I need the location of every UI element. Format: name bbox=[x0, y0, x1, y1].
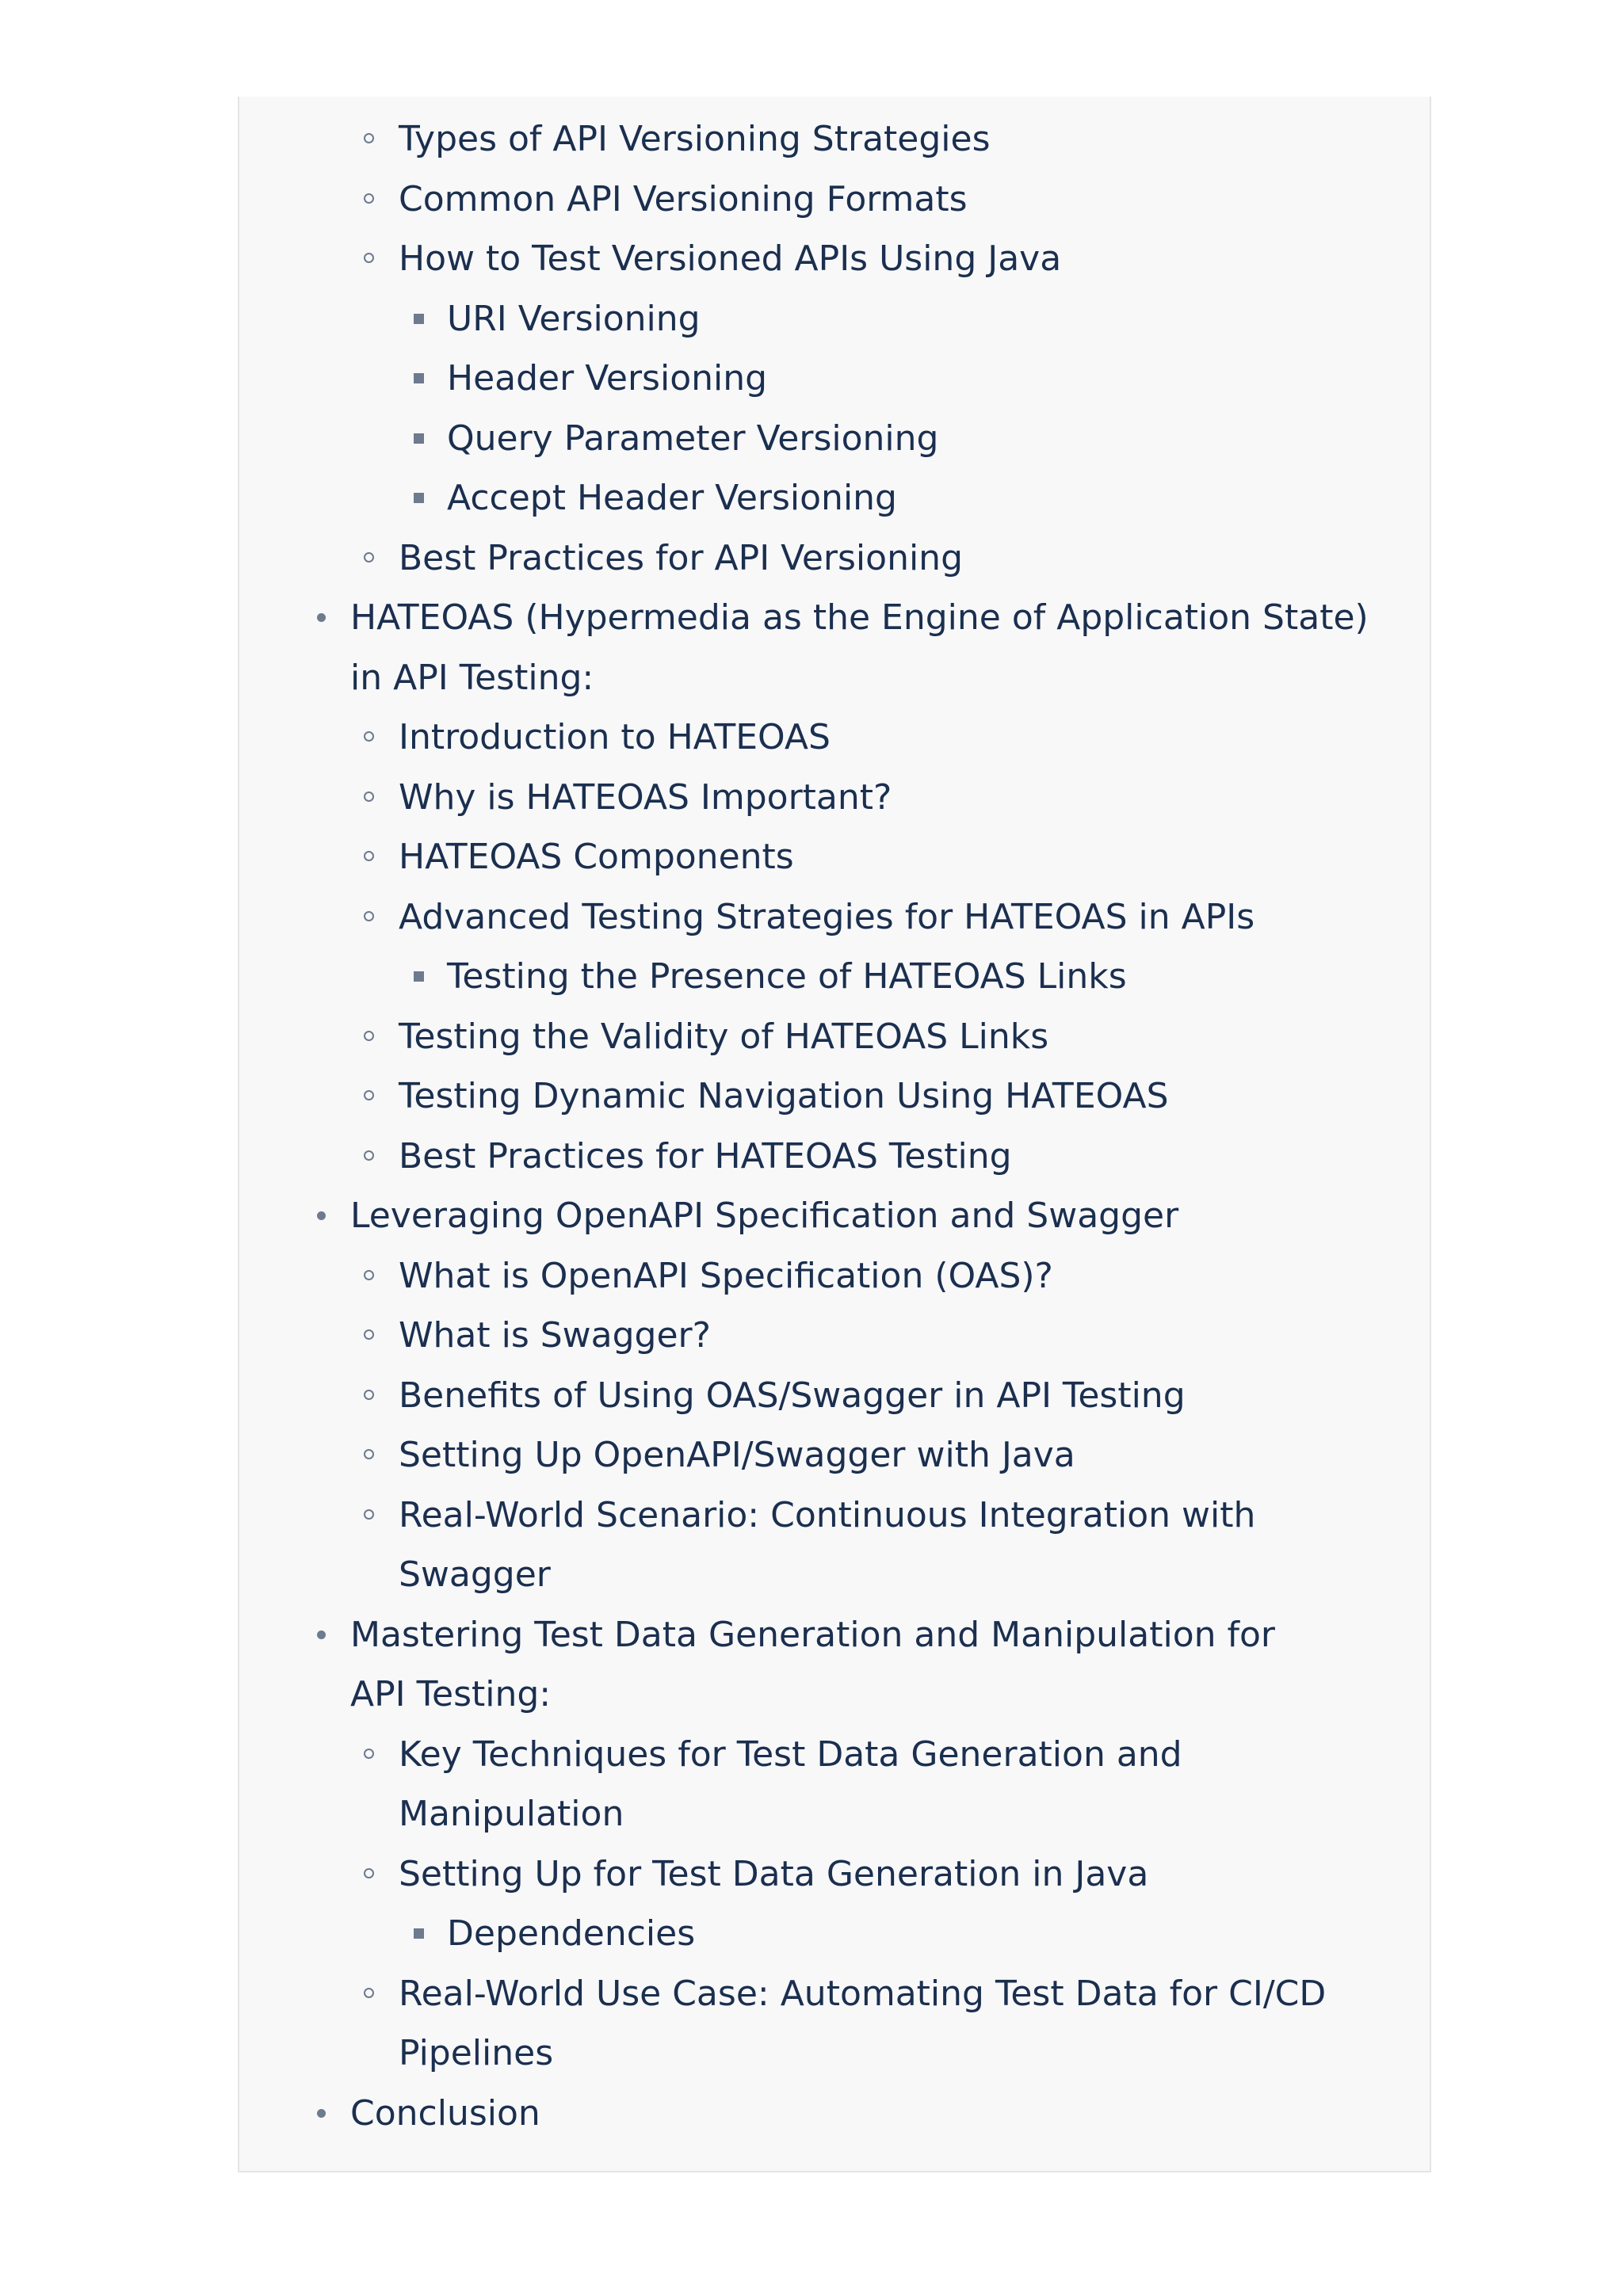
toc-item bbox=[350, 1904, 1477, 1964]
toc-link[interactable]: Setting Up for Test Data Generation in Java bbox=[399, 1853, 1149, 1894]
toc-link[interactable]: HATEOAS (Hypermedia as the Engine of Application State) in API Testing: bbox=[350, 597, 1369, 698]
hollow-circle-bullet-icon bbox=[364, 1390, 374, 1400]
toc-item bbox=[350, 109, 1191, 170]
square-bullet-icon bbox=[414, 373, 424, 383]
table-of-contents bbox=[238, 97, 1431, 2172]
toc-item bbox=[350, 1844, 1429, 1905]
toc-item bbox=[350, 1964, 1397, 2084]
toc-link[interactable]: Common API Versioning Formats bbox=[399, 178, 968, 219]
hollow-circle-bullet-icon bbox=[364, 1509, 374, 1520]
toc-item bbox=[350, 827, 1191, 887]
hollow-circle-bullet-icon bbox=[364, 1988, 374, 1998]
hollow-circle-bullet-icon bbox=[364, 1868, 374, 1878]
toc-link[interactable]: Leveraging OpenAPI Specification and Swagger bbox=[350, 1196, 1179, 1236]
toc-link[interactable]: How to Test Versioned APIs Using Java bbox=[399, 238, 1062, 279]
hollow-circle-bullet-icon bbox=[364, 1449, 374, 1459]
toc-link[interactable]: Real-World Scenario: Continuous Integration with Swagger bbox=[399, 1494, 1256, 1595]
hollow-circle-bullet-icon bbox=[364, 851, 374, 861]
square-bullet-icon bbox=[414, 971, 424, 982]
toc-link[interactable]: Setting Up OpenAPI/Swagger with Java bbox=[399, 1435, 1075, 1475]
hollow-circle-bullet-icon bbox=[364, 731, 374, 742]
hollow-circle-bullet-icon bbox=[364, 791, 374, 802]
toc-item bbox=[350, 1725, 1254, 1844]
toc-item bbox=[350, 1366, 1429, 1426]
toc-item bbox=[350, 349, 1239, 409]
square-bullet-icon bbox=[414, 493, 424, 503]
toc-item bbox=[350, 1486, 1310, 1605]
toc-list bbox=[350, 109, 1396, 2143]
hollow-circle-bullet-icon bbox=[364, 1150, 374, 1161]
toc-link[interactable]: What is OpenAPI Specification (OAS)? bbox=[399, 1255, 1053, 1296]
toc-item bbox=[350, 1186, 1381, 1246]
toc-link[interactable]: Testing Dynamic Navigation Using HATEOAS bbox=[399, 1076, 1169, 1116]
toc-item bbox=[350, 170, 1191, 230]
toc-item bbox=[350, 468, 1239, 528]
toc-item bbox=[350, 409, 1239, 469]
toc-link[interactable]: Query Parameter Versioning bbox=[447, 418, 939, 459]
toc-item bbox=[350, 1605, 1341, 1725]
filled-circle-bullet-icon bbox=[317, 613, 326, 622]
toc-item bbox=[350, 1066, 1429, 1127]
toc-item bbox=[350, 947, 1477, 1007]
toc-link[interactable]: Mastering Test Data Generation and Manipulation for API Testing: bbox=[350, 1614, 1275, 1714]
toc-item bbox=[350, 1007, 1429, 1067]
toc-item bbox=[350, 2084, 1381, 2144]
filled-circle-bullet-icon bbox=[317, 1630, 326, 1639]
hollow-circle-bullet-icon bbox=[364, 1270, 374, 1280]
toc-link[interactable]: Dependencies bbox=[447, 1913, 696, 1954]
hollow-circle-bullet-icon bbox=[364, 1749, 374, 1759]
toc-link[interactable]: HATEOAS Components bbox=[399, 837, 794, 877]
toc-link[interactable]: Testing the Presence of HATEOAS Links bbox=[447, 956, 1127, 997]
toc-item bbox=[350, 1246, 1429, 1306]
hollow-circle-bullet-icon bbox=[364, 1090, 374, 1100]
toc-item bbox=[350, 707, 1191, 768]
toc-link[interactable]: Introduction to HATEOAS bbox=[399, 717, 831, 757]
hollow-circle-bullet-icon bbox=[364, 1329, 374, 1340]
hollow-circle-bullet-icon bbox=[364, 253, 374, 263]
square-bullet-icon bbox=[414, 1928, 424, 1939]
toc-item bbox=[350, 289, 1239, 349]
toc-link[interactable]: Key Techniques for Test Data Generation and Manipulation bbox=[399, 1733, 1182, 1834]
square-bullet-icon bbox=[414, 314, 424, 324]
toc-link[interactable]: Benefits of Using OAS/Swagger in API Testing bbox=[399, 1375, 1186, 1416]
toc-link[interactable]: Accept Header Versioning bbox=[447, 478, 897, 518]
toc-item bbox=[350, 768, 1191, 828]
toc-link[interactable]: Best Practices for HATEOAS Testing bbox=[399, 1135, 1012, 1177]
toc-link[interactable]: URI Versioning bbox=[447, 298, 701, 339]
hollow-circle-bullet-icon bbox=[364, 133, 374, 143]
toc-item bbox=[350, 528, 1191, 589]
toc-link[interactable]: Testing the Validity of HATEOAS Links bbox=[399, 1016, 1049, 1057]
toc-item bbox=[350, 887, 1429, 948]
toc-link[interactable]: Conclusion bbox=[350, 2092, 540, 2134]
filled-circle-bullet-icon bbox=[317, 1211, 326, 1220]
toc-link[interactable]: What is Swagger? bbox=[399, 1315, 711, 1356]
hollow-circle-bullet-icon bbox=[364, 193, 374, 204]
toc-link[interactable]: Real-World Use Case: Automating Test Data for CI/CD Pipelines bbox=[399, 1973, 1327, 2073]
square-bullet-icon bbox=[414, 433, 424, 444]
hollow-circle-bullet-icon bbox=[364, 552, 374, 563]
filled-circle-bullet-icon bbox=[317, 2109, 326, 2118]
hollow-circle-bullet-icon bbox=[364, 1031, 374, 1041]
toc-item bbox=[350, 588, 1373, 707]
toc-link[interactable]: Advanced Testing Strategies for HATEOAS in APIs bbox=[399, 896, 1255, 937]
toc-item bbox=[350, 1425, 1429, 1486]
toc-link[interactable]: Best Practices for API Versioning bbox=[399, 537, 963, 578]
toc-link[interactable]: Types of API Versioning Strategies bbox=[399, 119, 991, 159]
toc-link[interactable]: Why is HATEOAS Important? bbox=[399, 776, 892, 818]
toc-item bbox=[350, 1127, 1429, 1187]
toc-item bbox=[350, 229, 1191, 289]
toc-link[interactable]: Header Versioning bbox=[447, 358, 768, 399]
hollow-circle-bullet-icon bbox=[364, 911, 374, 921]
toc-item bbox=[350, 1306, 1429, 1366]
